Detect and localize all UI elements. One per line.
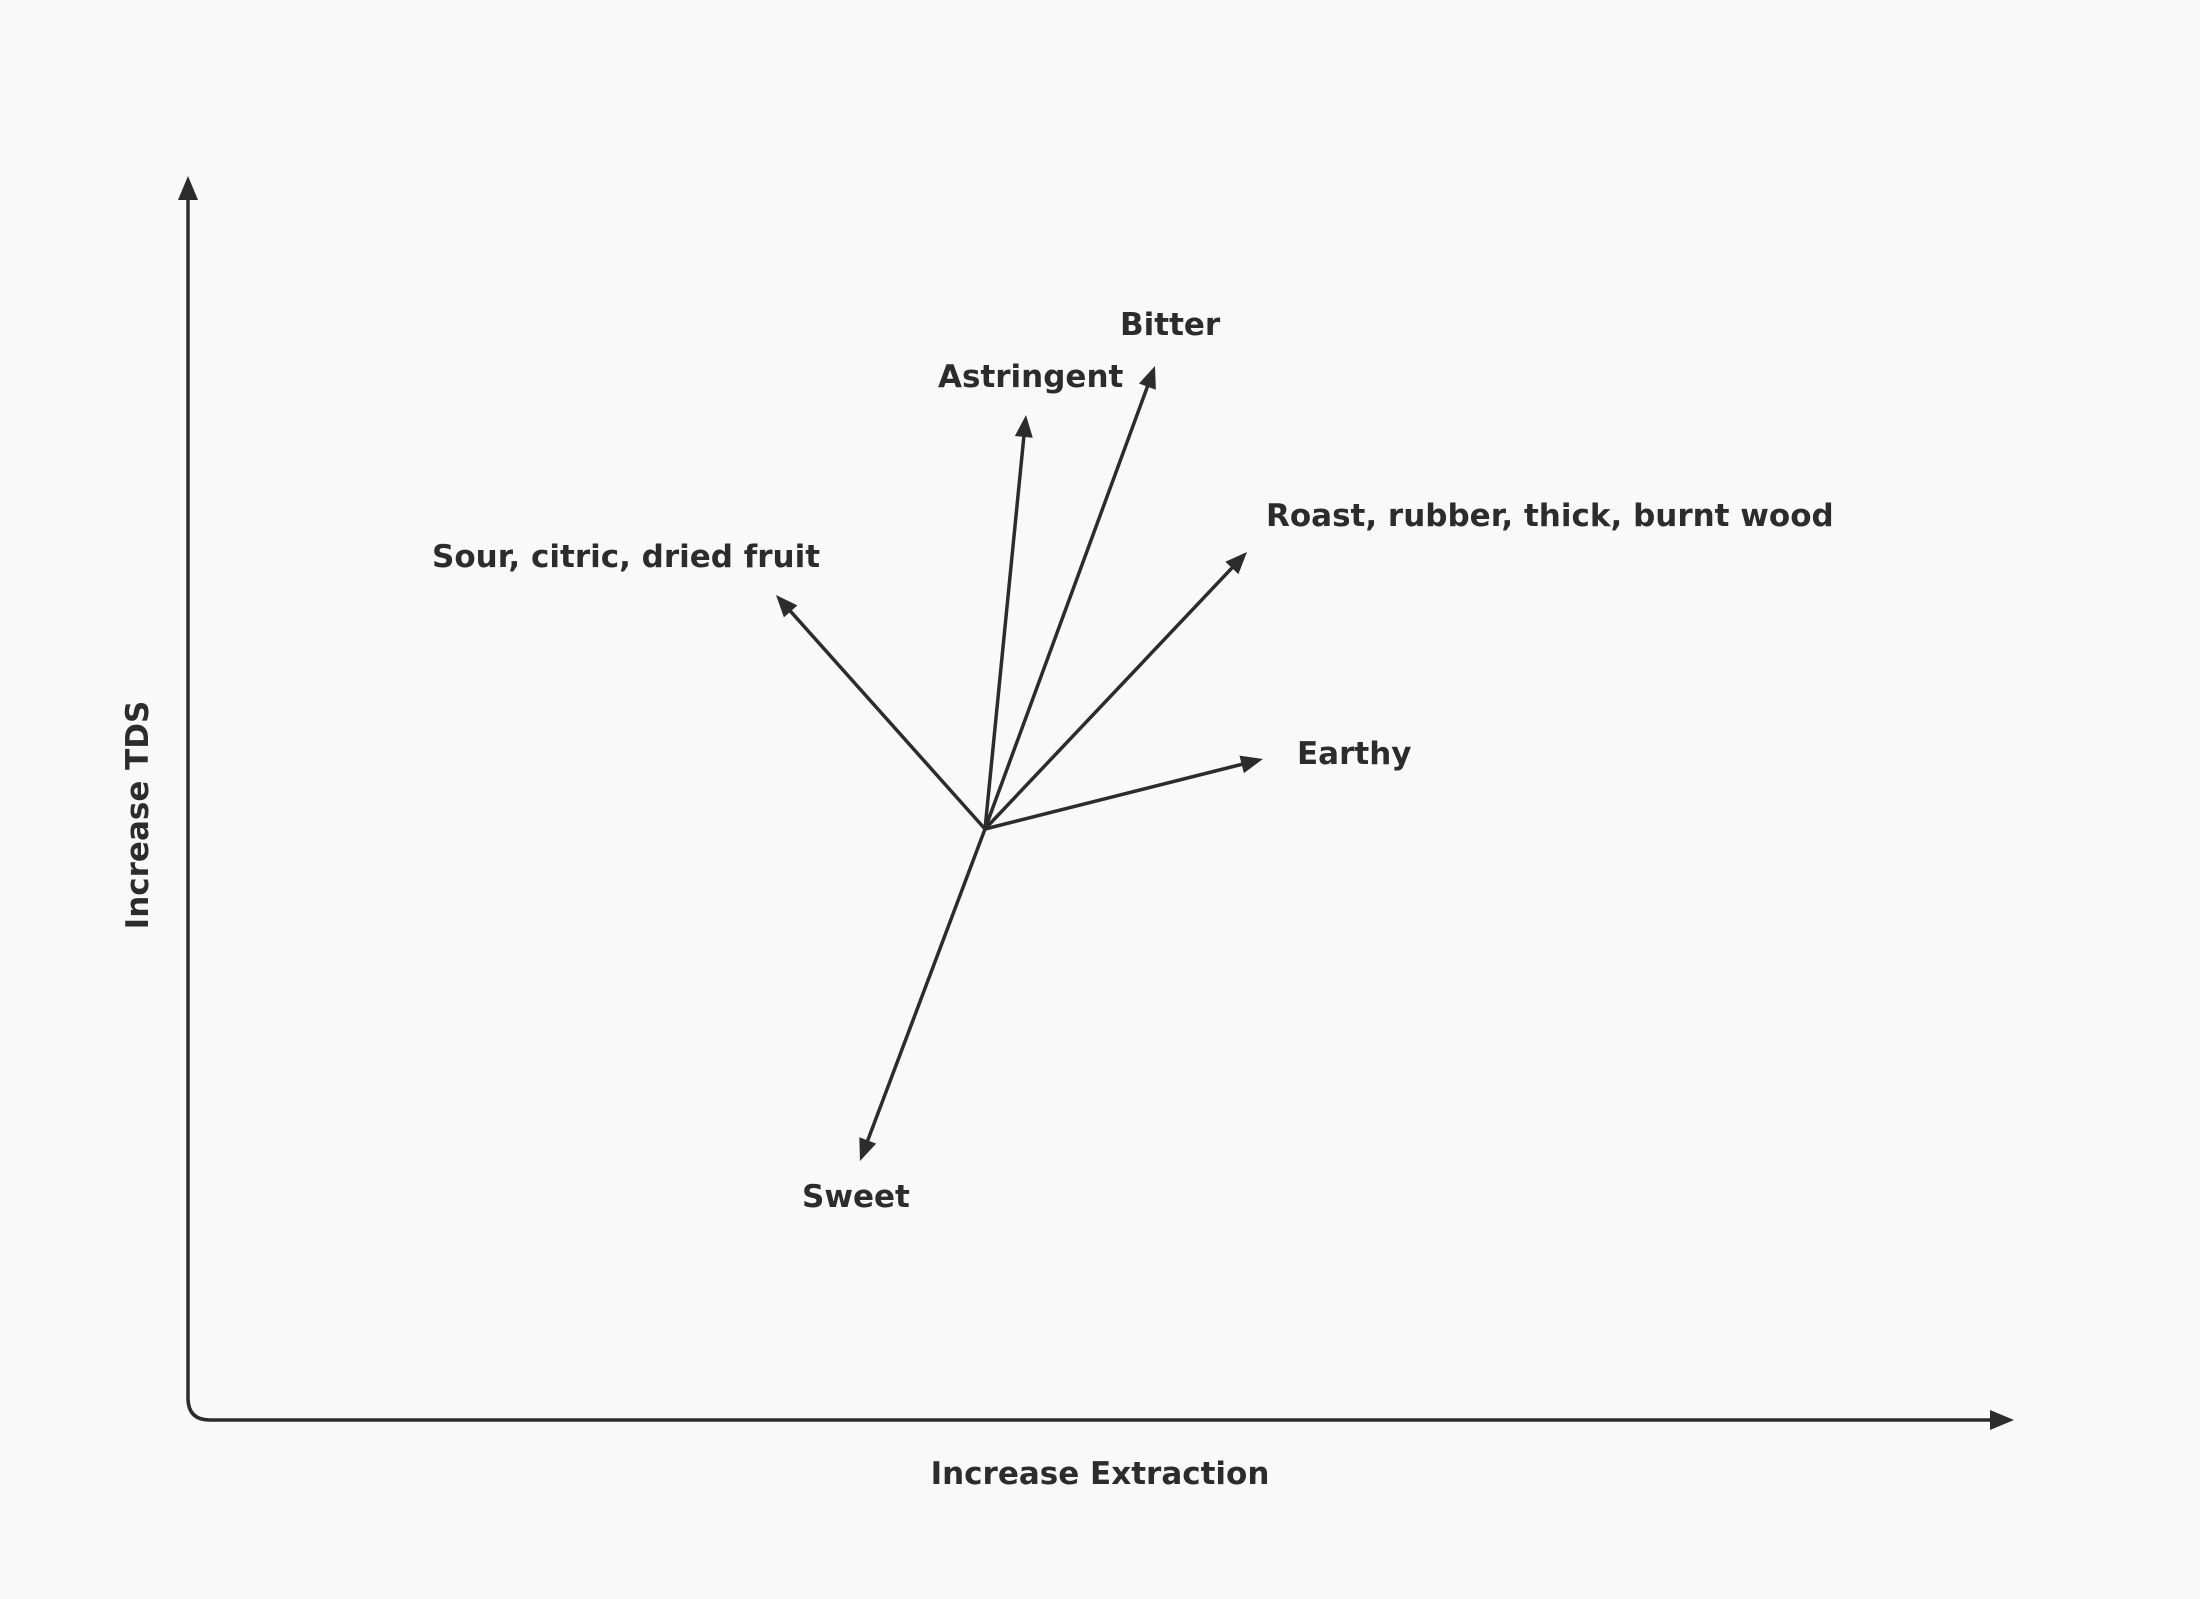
label-bitter: Bitter [1120, 307, 1221, 343]
vector-bitter-arrowhead [1139, 366, 1156, 390]
vector-sweet-line [867, 829, 985, 1142]
vector-bitter-line [985, 385, 1148, 829]
vector-sweet-arrowhead [859, 1137, 876, 1161]
y-axis-arrowhead [178, 176, 198, 200]
label-sweet: Sweet [802, 1179, 910, 1215]
label-earthy: Earthy [1297, 736, 1412, 772]
vector-roast-line [985, 567, 1233, 829]
vector-astringent-line [985, 435, 1024, 829]
vector-labels [432, 307, 1834, 1215]
label-roast: Roast, rubber, thick, burnt wood [1266, 498, 1834, 534]
vector-astringent-arrowhead [1015, 415, 1033, 438]
x-axis-arrowhead [1990, 1410, 2014, 1430]
label-astringent: Astringent [938, 359, 1124, 395]
vector-sour-line [789, 610, 985, 829]
x-axis-label: Increase Extraction [930, 1456, 1270, 1492]
label-sour: Sour, citric, dried fruit [432, 539, 821, 575]
flavor-vectors [776, 366, 1263, 1161]
y-axis-label: Increase TDS [120, 700, 156, 930]
vector-earthy-arrowhead [1239, 756, 1263, 773]
vector-earthy-line [985, 764, 1244, 829]
